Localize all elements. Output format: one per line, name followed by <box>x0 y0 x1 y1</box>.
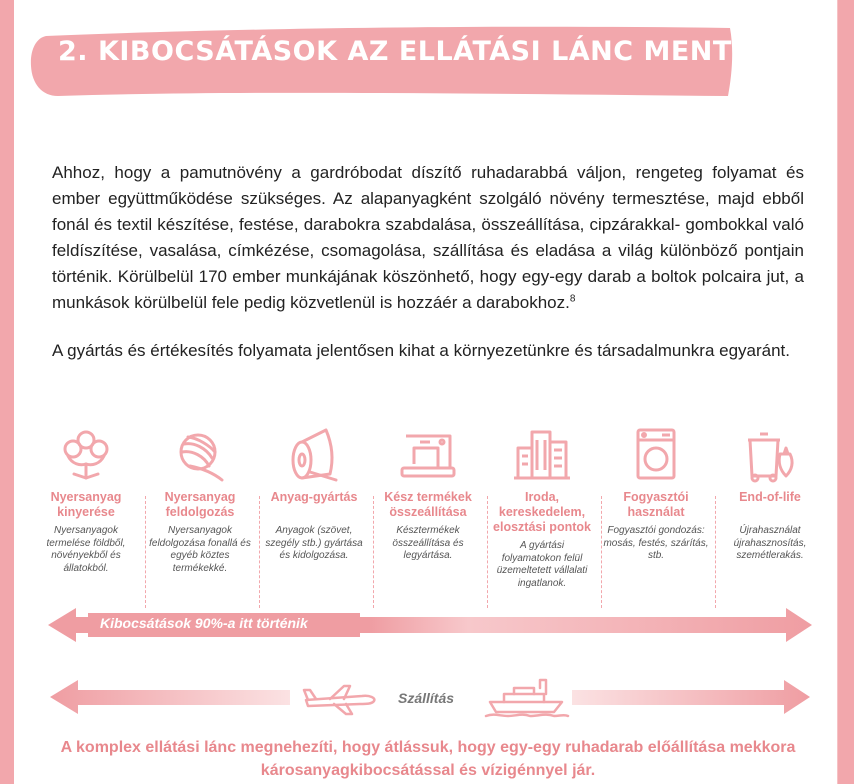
stage-title: Fogyasztói használat <box>623 490 689 519</box>
impact-paragraph: A gyártás és értékesítés folyamata jelentősen kihat a környezetünkre és társadalmunkra egyaránt. <box>52 341 791 360</box>
stage-description: Nyersanyagok feldolgozása fonallá és egyéb köztes termékekké. <box>149 525 251 574</box>
ship-icon <box>484 678 570 718</box>
footer-conclusion: A komplex ellátási lánc megnehezíti, hogy átlássuk, hogy egy-egy ruhadarab előállítása mekkora károsanyagkibocsátással és vízigénnyel jár. <box>60 739 796 779</box>
stage-description: Késztermékek összeállítása és legyártása. <box>392 525 464 561</box>
stage-title: Iroda, kereskedelem, elosztási pontok <box>493 490 591 534</box>
stage-title: Anyag-gyártás <box>270 490 358 504</box>
stage-description: Anyagok (szövet, szegély stb.) gyártása és kidolgozása. <box>265 525 363 561</box>
airplane-icon <box>300 682 380 716</box>
stage-title: Nyersanyag feldolgozás <box>164 490 236 519</box>
stage-description: Újrahasználat újrahasznosítás, szemétlerakás. <box>733 525 807 561</box>
stage-title: End-of-life <box>739 490 801 504</box>
stage-title: Nyersanyag kinyerése <box>50 490 122 519</box>
stage-description: Fogyasztói gondozás: mosás, festés, szárítás, stb. <box>603 525 709 561</box>
stage-description: A gyártási folyamatokon felül üzemeltetett vállalati ingatlanok. <box>496 540 588 589</box>
footnote-ref: 8 <box>569 293 576 305</box>
stage-title: Kész termékek összeállítása <box>384 490 472 519</box>
emissions-arrow-label: Kibocsátások 90%-a itt történik <box>100 615 308 631</box>
title-footnote: 7 <box>773 34 784 49</box>
transport-label: Szállítás <box>398 690 455 706</box>
page-title-text: 2. KIBOCSÁTÁSOK AZ ELLÁTÁSI LÁNC MENTÉN <box>58 36 774 67</box>
stage-description: Nyersanyagok termelése földből, növényekből és állatokból. <box>46 525 126 574</box>
intro-paragraph-text: Ahhoz, hogy a pamutnövény a gardróbodat díszítő ruhadarabbá váljon, rengeteg folyamat és ember együttműködése szükséges. Az alapanyagként szolgáló növény termesztése, majd ebből fonál és textil készítése, festése, darabokra szabdalása, összeállítása, cipzárakkal- gombokkal való feldíszítése, vasalása, címkézése, csomagolása, szállítása és eladása a világ különböző pontjain történik. Körülbelül 170 ember munkájának köszönhető, hogy egy-egy darab a boltok polcaira jut, a munkások körülbelül fele pedig közvetlenül is hozzáér a darabokhoz. <box>52 163 804 312</box>
